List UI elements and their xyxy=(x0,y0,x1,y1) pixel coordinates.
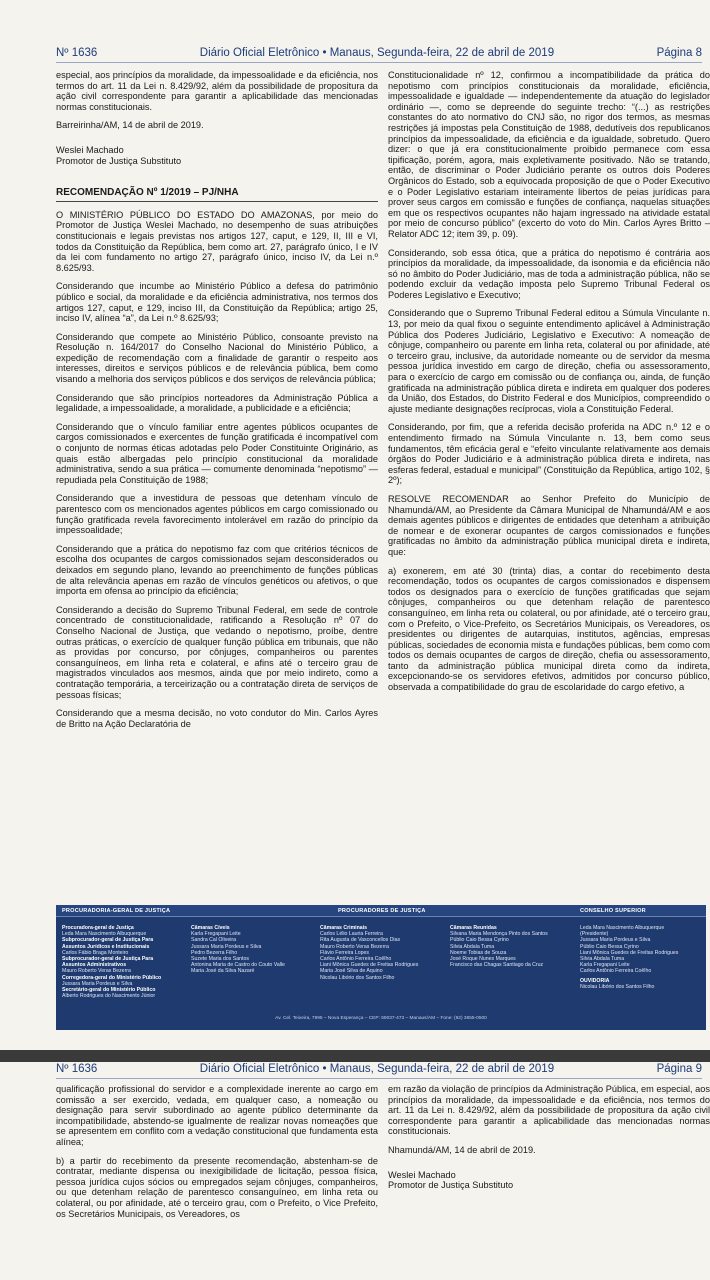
footer-role: Câmaras Cíveis xyxy=(191,925,230,931)
footer-person: Francisco das Chagas Santiago da Cruz xyxy=(450,962,544,969)
issue-number: Nº 1636 xyxy=(56,47,98,59)
signature-role: Promotor de Justiça Substituto xyxy=(388,1180,514,1191)
footer-person: Suzete Maria dos Santos xyxy=(191,956,249,963)
header-title: Diário Oficial Eletrônico • Manaus, Segunda-feira, 22 de abril de 2019 xyxy=(199,47,555,59)
paragraph: Considerando que o vínculo familiar entre agentes públicos ocupantes de cargos comissionados e exercentes de função gratificada é incompatível com o conjunto de normas éticas adotadas pelo Poder Constituinte Originário, as quais estão albergadas pelo princípio constitucional da moralidade administrativa, sendo a sua prática — comumente denominada “nepotismo” — repudiada pela Constituição de 1988; xyxy=(56,421,378,485)
paragraph: Considerando que a prática do nepotismo faz com que critérios técnicos de escolha dos ocupantes de cargos comissionados sejam desconsiderados ou deixados em segundo plano, levando ao preenchimento de funções públicas de alta relevância apenas em razão de vínculos genéticos ou afetivos, o que importa em ofensa ao princípio da eficiência; xyxy=(56,543,378,597)
footer-person: Silvana Maria Mendonça Pinto dos Santos xyxy=(450,931,548,938)
paragraph: b) a partir do recebimento da presente recomendação, abstenham-se de contratar, mediante dispensa ou inexigibilidade de licitação, pessoa física, pessoa jurídica cujos sócios ou empregados sejam cônjuges, companheiros, ou que detenham relação de parentesco consanguíneo, em linha reta ou colateral, ou por afinidade, até o terceiro grau, com o Prefeito, o Vice Prefeito, os Secretários Municipais, os Vereadores, os xyxy=(56,1155,378,1219)
footer-person: José Roque Nunes Marques xyxy=(450,956,516,963)
footer-heading: PROCURADORIA-GERAL DE JUSTIÇA xyxy=(62,908,171,914)
footer-role: OUVIDORIA xyxy=(580,977,610,984)
footer-column-reunidas xyxy=(450,925,548,968)
footer-person: Jussara Maria Pordeus e Silva xyxy=(191,943,262,950)
footer-role: Corregedora-geral do Ministério Público xyxy=(62,974,162,981)
page-header xyxy=(56,44,702,63)
footer-person: Mauro Roberto Veras Bezerra xyxy=(320,943,389,950)
footer-person: Carlos Antônio Ferreira Coêlho xyxy=(580,968,652,975)
paragraph: RESOLVE RECOMENDAR ao Senhor Prefeito do Município de Nhamundá/AM, ao Presidente da Câmara Municipal de Nhamundá/AM e aos demais agentes públicos e dirigentes de entidades que detenham a atribuição de nomear e de exonerar ocupantes de cargos comissionados e funções gratificadas no âmbito da administração pública municipal direta e indireta, que: xyxy=(388,493,710,557)
left-column xyxy=(56,70,378,737)
date-line: Barreirinha/AM, 14 de abril de 2019. xyxy=(56,120,204,131)
paragraph: em razão da violação de princípios da Administração Pública, em especial, aos princípios da moralidade, da impessoalidade e da eficiência, nos termos do art. 11 da Lei n. 8.429/92, além da possibilidade de propositura da ação civil correspondente para garantir a aplicabilidade das mencionadas normas constitucionais. xyxy=(388,1084,710,1137)
footer-person: Carlos Lélio Lauria Ferreira xyxy=(320,931,383,938)
footer-role: Câmaras Reunidas xyxy=(450,925,497,931)
footer-person: Maria José da Silva Nazaré xyxy=(191,968,255,975)
paragraph: Considerando que incumbe ao Ministério Público a defesa do patrimônio público e social, da moralidade e da eficiência administrativa, nos termos dos artigos 127, caput, e 129, inciso III, da Constituição da República; artigo 25, inciso IV, alínea “a”, da Lei n.º 8.625/93; xyxy=(56,281,378,324)
footer-role: Subprocurador-geral de Justiça Para xyxy=(62,956,154,963)
footer-person: Noeme Tobias de Souza xyxy=(450,949,507,956)
footer-person: Flávio Ferreira Lopes xyxy=(320,949,370,956)
footer-person: Karla Fregapani Leite xyxy=(191,931,241,938)
footer-person: Maria José Silva de Aquino xyxy=(320,968,383,975)
paragraph: qualificação profissional do servidor e a complexidade inerente ao cargo em comissão a ser exercido, vedada, em qualquer caso, a nomeação ou designação para servir subordinado ao agente público determinante da incompatibilidade, abstendo-se igualmente de realizar novas nomeações que se apresentem em conflito com a vedação constitucional que fundamenta esta alínea; xyxy=(56,1084,378,1147)
header-title: Diário Oficial Eletrônico • Manaus, Segunda-feira, 22 de abril de 2019 xyxy=(199,1063,555,1075)
footer-column-civeis xyxy=(191,925,285,975)
footer-column-pgj xyxy=(62,925,161,999)
left-column xyxy=(56,1084,378,1227)
footer-column-conselho xyxy=(580,925,678,990)
footer-person: Públio Caio Bessa Cyrino xyxy=(580,943,639,950)
footer-person: Leda Mara Nascimento Albuquerque xyxy=(580,925,665,931)
paragraph: Considerando a decisão do Supremo Tribunal Federal, em sede de controle concentrado de constitucionalidade, ratificando a Resolução nº 07 do Conselho Nacional de Justiça, que vedando o nepotismo, proíbe, dentre outras práticas, o exercício de qualquer função pública em tribunais, que não as providas por concurso, por cônjuges, companheiros ou parentes consanguíneos, em linha reta e colateral, e afins até o terceiro grau de magistrados vinculados aos mesmos, ainda que por meio indireto, como a contratação temporária, a terceirização ou a contratação direta de serviços de pessoas físicas; xyxy=(56,604,378,700)
page-header xyxy=(56,1062,702,1079)
footer-person: Pedro Bezerra Filho xyxy=(191,949,238,956)
footer-person: Liani Mônica Guedes de Freitas Rodrigues xyxy=(580,949,679,956)
footer-person: Jussara Maria Pordeus e Silva xyxy=(580,937,651,944)
footer-person: (Presidente) xyxy=(580,931,609,938)
paragraph: Considerando, por fim, que a referida decisão proferida na ADC n.º 12 e o entendimento firmado na Súmula Vinculante n. 13, bem como seus fundamentos, têm eficácia geral e “efeito vinculante relativamente aos demais órgãos do Poder Judiciário e à administração pública direta e indireta, nas esferas federal, estadual e municipal” (Constituição da República, artigo 102, § 2º); xyxy=(388,422,710,486)
footer-person: Silvia Abdala Tuma xyxy=(450,943,495,950)
footer-person: Sandra Cal Oliveira xyxy=(191,937,236,944)
footer-role: Procuradora-geral de Justiça xyxy=(62,925,134,931)
signature-name: Weslei Machado xyxy=(388,1169,456,1180)
paragraph: Constitucionalidade nº 12, confirmou a incompatibilidade da prática do nepotismo com princípios constitucionais da moralidade, eficiência, impessoalidade e igualdade — independentemente da atuação do legislador ordinário —, como se depreende do seguinte trecho: “(...) as restrições constantes do ato normativo do CNJ são, no rigor dos termos, as mesmas restrições já impostas pela Constituição de 1988, dedutíveis dos republicanos princípios da impessoalidade, da eficiência e da igualdade, sobretudo. Quero dizer: o que já era constitucionalmente proibido permanece com essa tipificação, porém, agora, mais expletivamente positivado. Não se tratando, então, de discriminar o Poder Judiciário perante os outros dois Poderes Orgânicos do Estado, sob a equivocada proposição de que o Poder Executivo e o Poder Legislativo estariam inteiramente libertos de peias jurídicas para prover seus cargos em comissão e funções de confiança, naquelas situações em que os respectivos ocupantes não hajam ingressado na atividade estatal por meio de concurso público” (excerto do voto do Min. Carlos Ayres Britto – Relator ADC 12; item 39, p. 09). xyxy=(388,70,710,239)
footer-column-criminais xyxy=(320,925,418,981)
paragraph: Considerando que a investidura de pessoas que detenham vínculo de parentesco com os mencionados agentes públicos em cargo comissionado ou função gratificada revela favorecimento intolerável em razão do princípio da impessoalidade; xyxy=(56,493,378,536)
footer-person: Liani Mônica Guedes de Freitas Rodrigues xyxy=(320,962,419,969)
footer-heading: PROCURADORES DE JUSTIÇA xyxy=(338,908,426,914)
right-column xyxy=(388,1084,710,1191)
footer-person: Jussara Maria Pordeus e Silva xyxy=(62,980,133,987)
footer-role: Assuntos Jurídicos e Institucionais xyxy=(62,943,150,950)
page-number: Página 9 xyxy=(656,1063,702,1075)
footer-person: Nicolau Libório dos Santos Filho xyxy=(580,983,655,990)
footer-person: Carlos Fábio Braga Monteiro xyxy=(62,949,129,956)
footer-role: Subprocurador-geral de Justiça Para xyxy=(62,937,154,944)
footer-person: Silvia Abdala Tuma xyxy=(580,956,625,963)
institution-footer xyxy=(56,905,706,1030)
paragraph: Considerando que compete ao Ministério Público, consoante previsto na Resolução n. 164/2017 do Conselho Nacional do Ministério Público, a expedição de recomendação com a finalidade de garantir o respeito aos interesses, direitos e serviços públicos e de relevância pública, bem como visando a melhoria dos serviços públicos e dos serviços de relevância pública; xyxy=(56,331,378,385)
signature-name: Weslei Machado xyxy=(56,144,124,155)
recommendation-title: RECOMENDAÇÃO Nº 1/2019 – PJ/NHA xyxy=(56,188,378,202)
footer-person: Carlos Antônio Ferreira Coêlho xyxy=(320,956,392,963)
footer-role: Secretário-geral do Ministério Público xyxy=(62,987,156,994)
paragraph: a) exonerem, em até 30 (trinta) dias, a contar do recebimento desta recomendação, todos os ocupantes de cargos comissionados e dispensem todos os designados para o exercício de funções gratificadas que sejam cônjuges, companheiros ou que detenham relação de parentesco consanguíneo, em linha reta ou colateral, ou por afinidade, até o terceiro grau, com o Prefeito, o Vice-Prefeito, os Secretários Municipais, os Vereadores, os presidentes ou dirigentes de autarquias, institutos, agências, empresas públicas, sociedades de economia mista e fundações públicas, bem como com todos os demais ocupantes de cargos de direção, chefia ou assessoramento, tanto da administração pública municipal direta como da indireta, excepcionando-se os servidores efetivos, admitidos por concurso público, observada a compatibilidade do grau de escolaridade do cargo efetivo, a xyxy=(388,565,710,693)
footer-person: Rita Augusta de Vasconcellos Dias xyxy=(320,937,401,944)
signature-role: Promotor de Justiça Substituto xyxy=(56,155,182,166)
paragraph: Considerando, sob essa ótica, que a prática do nepotismo é contrária aos princípios da moralidade, da impessoalidade, da isonomia e da eficiência não só no âmbito do Poder Judiciário, mas de toda a administração pública, não se podendo excluir da vedação imposta pelo Supremo Tribunal Federal os Poderes Legislativo e Executivo; xyxy=(388,247,710,300)
footer-heading: CONSELHO SUPERIOR xyxy=(580,908,646,914)
footer-person: Leda Mara Nascimento Albuquerque xyxy=(62,931,147,938)
date-line: Nhamundá/AM, 14 de abril de 2019. xyxy=(388,1144,536,1155)
footer-person: Mauro Roberto Veras Bezerra xyxy=(62,968,131,975)
footer-person: Nicolau Libório dos Santos Filho xyxy=(320,974,395,981)
footer-role: Câmaras Criminais xyxy=(320,925,367,931)
page-number: Página 8 xyxy=(656,47,702,59)
paragraph: especial, aos princípios da moralidade, da impessoalidade e da eficiência, nos termos do art. 11 da Lei n. 8.429/92, além da possibilidade de propositura da ação civil correspondente para garantir a aplicabilidade das mencionadas normas constitucionais. xyxy=(56,70,378,112)
footer-role: Assuntos Administrativos xyxy=(62,962,127,969)
issue-number: Nº 1636 xyxy=(56,1063,98,1075)
right-column xyxy=(388,70,710,701)
footer-person: Karla Fregapani Leite xyxy=(580,962,630,969)
paragraph: Considerando que a mesma decisão, no voto condutor do Min. Carlos Ayres de Britto na Ação Declaratória de xyxy=(56,708,378,729)
paragraph: Considerando que o Supremo Tribunal Federal editou a Súmula Vinculante n. 13, por meio da qual fixou o seguinte entendimento aplicável à Administração Pública dos Poderes Judiciário, Legislativo e Executivo: A nomeação de cônjuge, companheiro ou parente em linha reta, colateral ou por afinidade, até o terceiro grau, inclusive, da autoridade nomeante ou de servidor da mesma pessoa jurídica investido em cargo de direção, chefia ou assessoramento, para o exercício de cargo em comissão ou de confiança ou, ainda, de função gratificada na administração pública direta e indireta em qualquer dos poderes da União, dos Estados, do Distrito Federal e dos Municípios, compreendido o ajuste mediante designações recíprocas, viola a Constituição Federal. xyxy=(388,308,710,414)
paragraph: Considerando que são princípios norteadores da Administração Pública a legalidade, a impessoalidade, a moralidade, a publicidade e a eficiência; xyxy=(56,392,378,414)
footer-person: Públio Caio Bessa Cyrino xyxy=(450,937,509,944)
footer-person: Antonina Maria de Castro do Couto Valle xyxy=(191,962,285,969)
footer-address: Av. Cel. Teixeira, 7995 – Nova Esperança – CEP: 69037-473 – Manaus/AM – Fone: (92) 3655-0500 xyxy=(275,1015,487,1021)
footer-person: Alberto Rodrigues do Nascimento Júnior xyxy=(62,993,156,1000)
gazette-page-9 xyxy=(0,1062,710,1280)
paragraph: O MINISTÉRIO PÚBLICO DO ESTADO DO AMAZONAS, por meio do Promotor de Justiça Weslei Machado, no desempenho de suas atribuições constitucionais e legais previstas nos artigos 127, caput, e 129, II, III e VI, todos da Constituição da República, bem como art. 27, parágrafo único, I e IV da lei com fundamento no artigo 27, parágrafo único, inciso IV, da Lei n.º 8.625/93. xyxy=(56,209,378,273)
